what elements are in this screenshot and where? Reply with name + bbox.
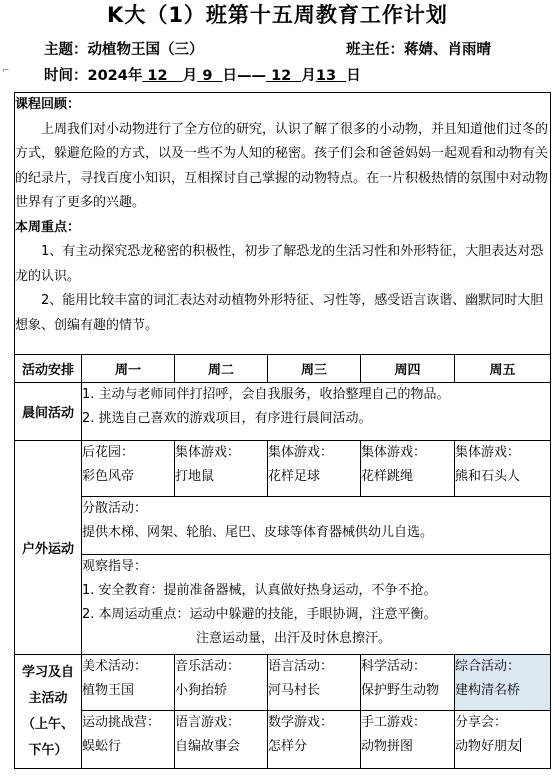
learning-label-4: 下午） [28, 742, 68, 758]
time-label: 时间： [44, 68, 88, 84]
activity-type: 运动挑战营： [82, 715, 161, 730]
learning-row-1 [15, 655, 551, 711]
morning-label: 晨间活动 [15, 383, 82, 441]
activity-type: 分享会： [455, 715, 508, 730]
day-thursday: 周四 [361, 355, 455, 383]
guidance-2: 2. 本周运动重点：运动中躲避的技能，手眼协调，注意平衡。 [82, 607, 437, 622]
end-day-suffix: 日 [346, 68, 361, 84]
outdoor-game-fri [455, 441, 551, 497]
activity-name: 动物拼图 [361, 739, 414, 754]
margin-mark-icon: ⌐ [2, 66, 10, 76]
game-name: 花样足球 [268, 469, 321, 484]
theme-line [44, 38, 204, 59]
weekly-plan-table [14, 92, 551, 769]
scattered-title: 分散活动： [82, 501, 148, 516]
activity-name: 河马村长 [268, 683, 321, 698]
learning-fri-2[interactable] [455, 711, 551, 769]
review-text: 上周我们对小动物进行了全方位的研究，认识了解了很多的小动物，并且知道他们过冬的方式，躲避危险的方式，以及一些不为人知的秘密。孩子们会和爸爸妈妈一起观看和动物有关的纪录片，寻找百度小知识，互相探讨自己掌握的动物特点。在一片积极热情的氛围中对动物世界有了更多的兴趣。 [15, 121, 549, 210]
game-type: 后花园： [82, 445, 135, 460]
game-name: 打地鼠 [175, 469, 215, 484]
day-suffix: 日—— [222, 68, 267, 84]
learning-label [15, 655, 82, 769]
month-suffix: 月 [182, 68, 198, 84]
year-suffix: 年 [127, 68, 143, 84]
activity-type: 科学活动： [361, 659, 427, 674]
focus-heading: 本周重点： [15, 219, 81, 235]
guidance-1: 1. 安全教育：提前准备器械，认真做好热身运动，不争不抢。 [82, 583, 437, 598]
learning-label-3: （上午、 [21, 716, 74, 732]
activity-name: 保护野生动物 [361, 683, 440, 698]
outdoor-game-mon [82, 441, 175, 497]
activity-type: 综合活动： [455, 659, 521, 674]
game-type: 集体游戏： [268, 445, 334, 460]
learning-mon-2 [82, 711, 175, 769]
day-friday: 周五 [455, 355, 551, 383]
focus-point-1: 1、有主动探究恐龙秘密的积极性，初步了解恐龙的生活习性和外形特征，大胆表达对恐龙的认识。 [15, 244, 544, 284]
learning-wed-1 [268, 655, 361, 711]
activity-name: 怎样分 [268, 739, 308, 754]
day-monday: 周一 [82, 355, 175, 383]
game-type: 集体游戏： [455, 445, 521, 460]
activity-name: 自编故事会 [175, 739, 241, 754]
learning-thu-1 [361, 655, 455, 711]
activity-type: 数学游戏： [268, 715, 334, 730]
review-heading: 课程回顾： [15, 97, 81, 112]
year: 2024 [87, 68, 128, 84]
learning-label-1: 学习及自 [21, 664, 74, 680]
activity-type: 美术活动： [82, 659, 148, 674]
learning-tue-1 [175, 655, 268, 711]
outdoor-games-row [15, 441, 551, 497]
outdoor-scattered-row [15, 497, 551, 555]
activity-name: 动物好朋友 [455, 739, 521, 754]
activity-name: 建构清名桥 [455, 683, 521, 698]
game-name: 彩色风帝 [82, 469, 135, 484]
game-type: 集体游戏： [175, 445, 241, 460]
activity-type: 手工游戏： [361, 715, 427, 730]
end-month: 12 [271, 68, 292, 84]
teacher-names: 蒋婧、肖雨晴 [404, 42, 491, 58]
learning-label-2: 主活动 [28, 690, 68, 706]
end-month-suffix: 月 [301, 68, 316, 84]
teacher-line [346, 38, 491, 59]
intro-cell [15, 93, 551, 355]
game-name: 熊和石头人 [455, 469, 521, 484]
scattered-text: 提供木梯、网架、轮胎、尾巴、皮球等体育器械供幼儿自选。 [82, 525, 434, 540]
morning-line-1: 1. 主动与老师同伴打招呼，会自我服务，收拾整理自己的物品。 [82, 387, 450, 402]
activity-type: 语言游戏： [175, 715, 241, 730]
outdoor-label: 户外运动 [15, 441, 82, 655]
text-cursor [520, 738, 521, 752]
start-day: 9 [202, 68, 213, 84]
day-wednesday: 周三 [268, 355, 361, 383]
end-day: 13 [315, 68, 337, 84]
schedule-header: 活动安排 [15, 355, 82, 383]
outdoor-game-tue [175, 441, 268, 497]
outdoor-game-thu [361, 441, 455, 497]
activity-name: 植物王国 [82, 683, 135, 698]
learning-tue-2 [175, 711, 268, 769]
scattered-activity [82, 497, 551, 555]
guidance-title: 观察指导： [82, 559, 148, 574]
morning-row [15, 383, 551, 441]
game-name: 花样跳绳 [361, 469, 414, 484]
day-tuesday: 周二 [175, 355, 268, 383]
activity-type: 语言活动： [268, 659, 334, 674]
learning-wed-2 [268, 711, 361, 769]
game-type: 集体游戏： [361, 445, 427, 460]
page-title: K大（1）班第十五周教育工作计划 [107, 3, 448, 27]
teacher-label: 班主任： [346, 42, 404, 58]
activity-name: 蜈蚣行 [82, 739, 122, 754]
activity-type: 音乐活动： [175, 659, 241, 674]
time-line [44, 64, 361, 85]
activity-name: 小狗抬轿 [175, 683, 228, 698]
guidance-3: 注意运动量，出汗及时休息擦汗。 [196, 631, 392, 646]
start-month: 12 [147, 68, 168, 84]
outdoor-game-wed [268, 441, 361, 497]
morning-line-2: 2. 挑选自己喜欢的游戏项目，有序进行晨间活动。 [82, 411, 372, 426]
learning-row-2 [15, 711, 551, 769]
theme-label: 主题： [44, 42, 88, 58]
activity-name-with-cursor[interactable] [455, 735, 550, 759]
observation-guidance [82, 555, 551, 655]
morning-content [82, 383, 551, 441]
learning-fri-1 [455, 655, 551, 711]
learning-thu-2 [361, 711, 455, 769]
focus-point-2: 2、能用比较丰富的词汇表达对动植物外形特征、习性等，感受语言诙谐、幽默同时大胆想象、创编有趣的情节。 [15, 293, 544, 333]
day-header-row [15, 355, 551, 383]
theme-value: 动植物王国（三） [87, 42, 204, 58]
outdoor-guidance-row [15, 555, 551, 655]
intro-row [15, 93, 551, 355]
learning-mon-1 [82, 655, 175, 711]
